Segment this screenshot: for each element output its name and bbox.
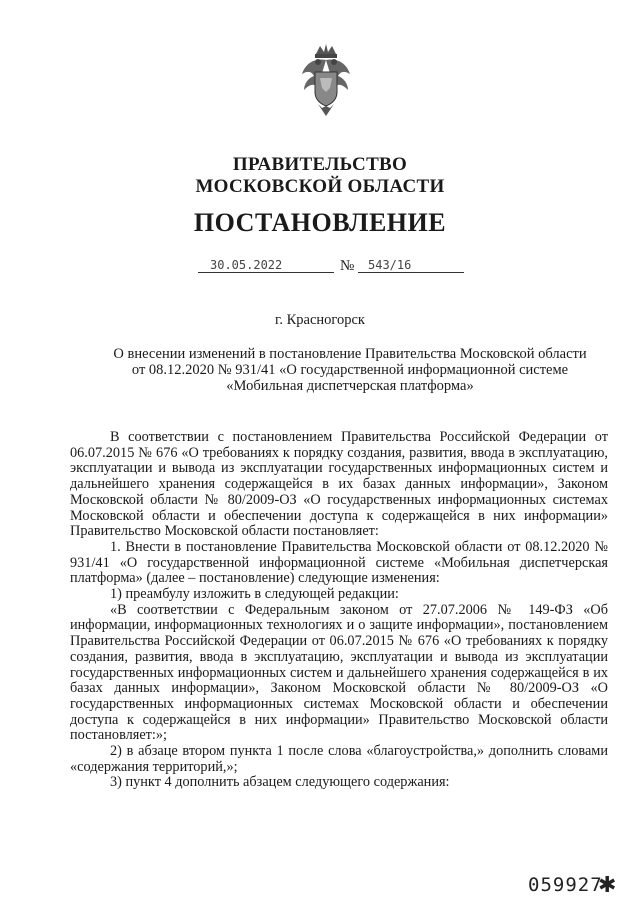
body-paragraph: 1) преамбулу изложить в следующей редакции: [110,586,399,603]
document-date: 30.05.2022 [198,258,334,273]
organization-name-line1: ПРАВИТЕЛЬСТВО [232,154,408,175]
coat-of-arms-icon [300,40,352,120]
serial-number-stamp: 059927 [528,874,603,896]
document-subject [60,346,640,394]
body-paragraph: В соответствии с постановлением Правительства Российской Федерации от 06.07.2015 № 676 «О требованиях к порядку создания, развития, ввода в эксплуатацию, эксплуатации и вывода из эксплуатации государственных информационных систем и дальнейшего хранения содержащейся в их базах данных информации», Законом Московской области № 80/2009-ОЗ «О государственных информационных системах Московской области и обеспечении доступа к содержащейся в них информации» Правительство Московской области постановляет: [70,429,608,540]
document-number: 543/16 [358,258,464,273]
subject-line: «Мобильная диспетчерская платформа» [226,378,474,394]
body-paragraph: 3) пункт 4 дополнить абзацем следующего содержания: [110,774,450,791]
document-type-title: ПОСТАНОВЛЕНИЕ [193,208,447,237]
subject-line: от 08.12.2020 № 931/41 «О государственной информационной системе [131,362,569,378]
stamp-star-mark: ✱ [598,872,617,897]
city-name: г. Красногорск [275,312,365,328]
body-paragraph: 1. Внести в постановление Правительства Московской области от 08.12.2020 № 931/41 «О государственной информационной системе «Мобильная диспетчерская платформа» (далее – постановление) следующие изменения: [70,538,608,587]
document-body [70,430,608,791]
body-paragraph: «В соответствии с Федеральным законом от 27.07.2006 № 149-ФЗ «Об информации, информационных технологиях и о защите информации», постановлением Правительства Российской Федерации от 06.07.2015 № 676 «О требованиях к порядку создания, развития, ввода в эксплуатацию, эксплуатации и вывода из эксплуатации государственных информационных систем и дальнейшего хранения содержащейся в их базах данных информации», Законом Московской области № 80/2009-ОЗ «О государственных информационных системах Московской области и обеспечении доступа к содержащейся в них информации» Правительство Московской области постановляет:»; [70,601,608,744]
body-paragraph: 2) в абзаце втором пункта 1 после слова «благоустройства,» дополнить словами «содержания территорий,»; [70,743,608,775]
organization-name-line2: МОСКОВСКОЙ ОБЛАСТИ [195,176,445,197]
number-sign: № [340,258,355,274]
subject-line: О внесении изменений в постановление Правительства Московской области [113,346,587,362]
